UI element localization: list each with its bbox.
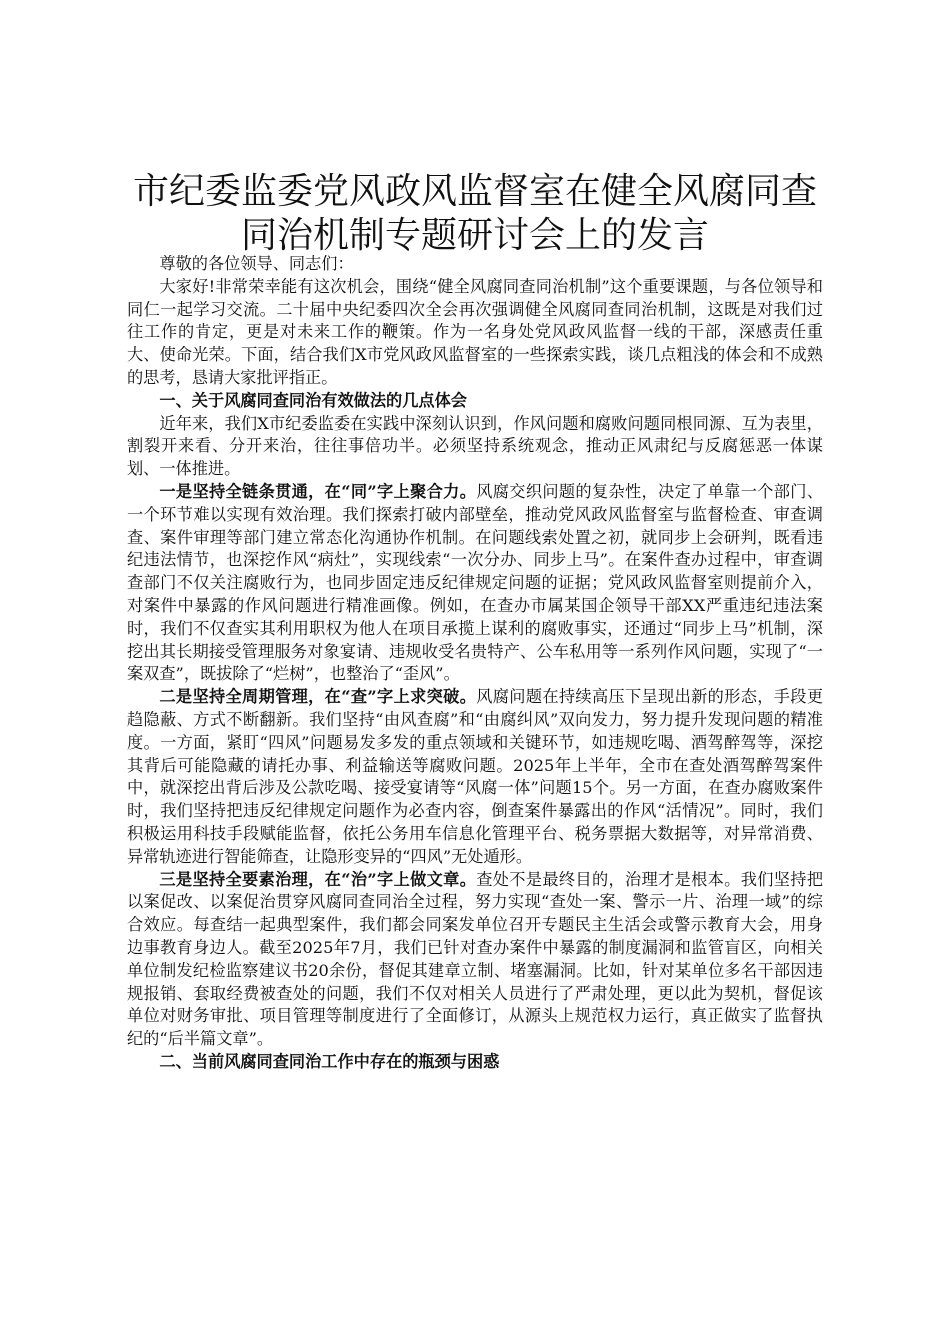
section-1-heading: 一、关于风腐同查同治有效做法的几点体会 — [159, 390, 467, 410]
point-2-paragraph — [127, 686, 823, 868]
point-1-paragraph — [127, 481, 823, 686]
intro-paragraph: 大家好!非常荣幸能有这次机会，围绕“健全风腐同查同治机制”这个重要课题，与各位领导和同仁一起学习交流。二十届中央纪委四次全会再次强调健全风腐同查同治机制，这既是对我们过往工作的肯定，更是对未来工作的鞭策。作为一名身处党风政风监督一线的干部，深感责任重大、使命光荣。下面，结合我们X市党风政风监督室的一些探索实践，谈几点粗浅的体会和不成熟的思考，恳请大家批评指正。 — [127, 276, 823, 387]
document-body — [127, 253, 823, 1074]
document-title: 市纪委监委党风政风监督室在健全风腐同查同治机制专题研讨会上的发言 — [132, 171, 817, 256]
point-1-text: 风腐交织问题的复杂性，决定了单靠一个部门、一个环节难以实现有效治理。我们探索打破内部壁垒，推动党风政风监督室与监督检查、审查调查、案件审理等部门建立常态化沟通协作机制。在问题线索处置之初，就同步上会研判，既看违纪违法情节，也深挖作风“病灶”，实现线索“一次分办、同步上马”。在案件查办过程中，审查调查部门不仅关注腐败行为，也同步固定违反纪律规定问题的证据；党风政风监督室则提前介入，对案件中暴露的作风问题进行精准画像。例如，在查办市属某国企领导干部XX严重违纪违法案时，我们不仅查实其利用职权为他人在项目承揽上谋利的腐败事实，还通过“同步上马”机制，深挖出其长期接受管理服务对象宴请、违规收受名贵特产、公车私用等一系列作风问题，实现了“一案双查”，既拔除了“烂树”，也整治了“歪风”。 — [127, 481, 824, 684]
salutation: 尊敬的各位领导、同志们： — [159, 254, 354, 273]
point-3-lead: 三是坚持全要素治理，在“治”字上做文章。 — [159, 869, 477, 889]
point-2-text: 风腐问题在持续高压下呈现出新的形态，手段更趋隐蔽、方式不断翻新。我们坚持“由风查腐”和“由腐纠风”双向发力，努力提升发现问题的精准度。一方面，紧盯“四风”问题易发多发的重点领域和关键环节，如违规吃喝、酒驾醉驾等，深挖其背后可能隐藏的请托办事、利益输送等腐败问题。2025年上半年，全市在查处酒驾醉驾案件中，就深挖出背后涉及公款吃喝、接受宴请等“风腐一体”问题15个。另一方面，在查办腐败案件时，我们坚持把违反纪律规定问题作为必查内容，倒查案件暴露出的作风“活情况”。同时，我们积极运用科技手段赋能监督，依托公务用车信息化管理平台、税务票据大数据等，对异常消费、异常轨迹进行智能筛查，让隐形变异的“四风”无处遁形。 — [127, 687, 824, 866]
point-2-lead: 二是坚持全周期管理，在“查”字上求突破。 — [159, 687, 477, 707]
point-3-text: 查处不是最终目的，治理才是根本。我们坚持把以案促改、以案促治贯穿风腐同查同治全过程，努力实现“查处一案、警示一片、治理一域”的综合效应。每查结一起典型案件，我们都会同案发单位召开专题民主生活会或警示教育大会，用身边事教育身边人。截至2025年7月，我们已针对查办案件中暴露的制度漏洞和监管盲区，向相关单位制发纪检监察建议书20余份，督促其建章立制、堵塞漏洞。比如，针对某单位多名干部因违规报销、套取经费被查处的问题，我们不仅对相关人员进行了严肃处理，更以此为契机，督促该单位对财务审批、项目管理等制度进行了全面修订，从源头上规范权力运行，真正做实了监督执纪的“后半篇文章”。 — [127, 869, 824, 1049]
section-1-intro-paragraph: 近年来，我们X市纪委监委在实践中深刻认识到，作风问题和腐败问题同根同源、互为表里，割裂开来看、分开来治，往往事倍功半。必须坚持系统观念，推动正风肃纪与反腐惩恶一体谋划、一体推进。 — [127, 413, 823, 479]
point-1-lead: 一是坚持全链条贯通，在“同”字上聚合力。 — [159, 481, 477, 501]
section-2-heading: 二、当前风腐同查同治工作中存在的瓶颈与困惑 — [159, 1051, 500, 1071]
point-3-paragraph — [127, 869, 823, 1051]
